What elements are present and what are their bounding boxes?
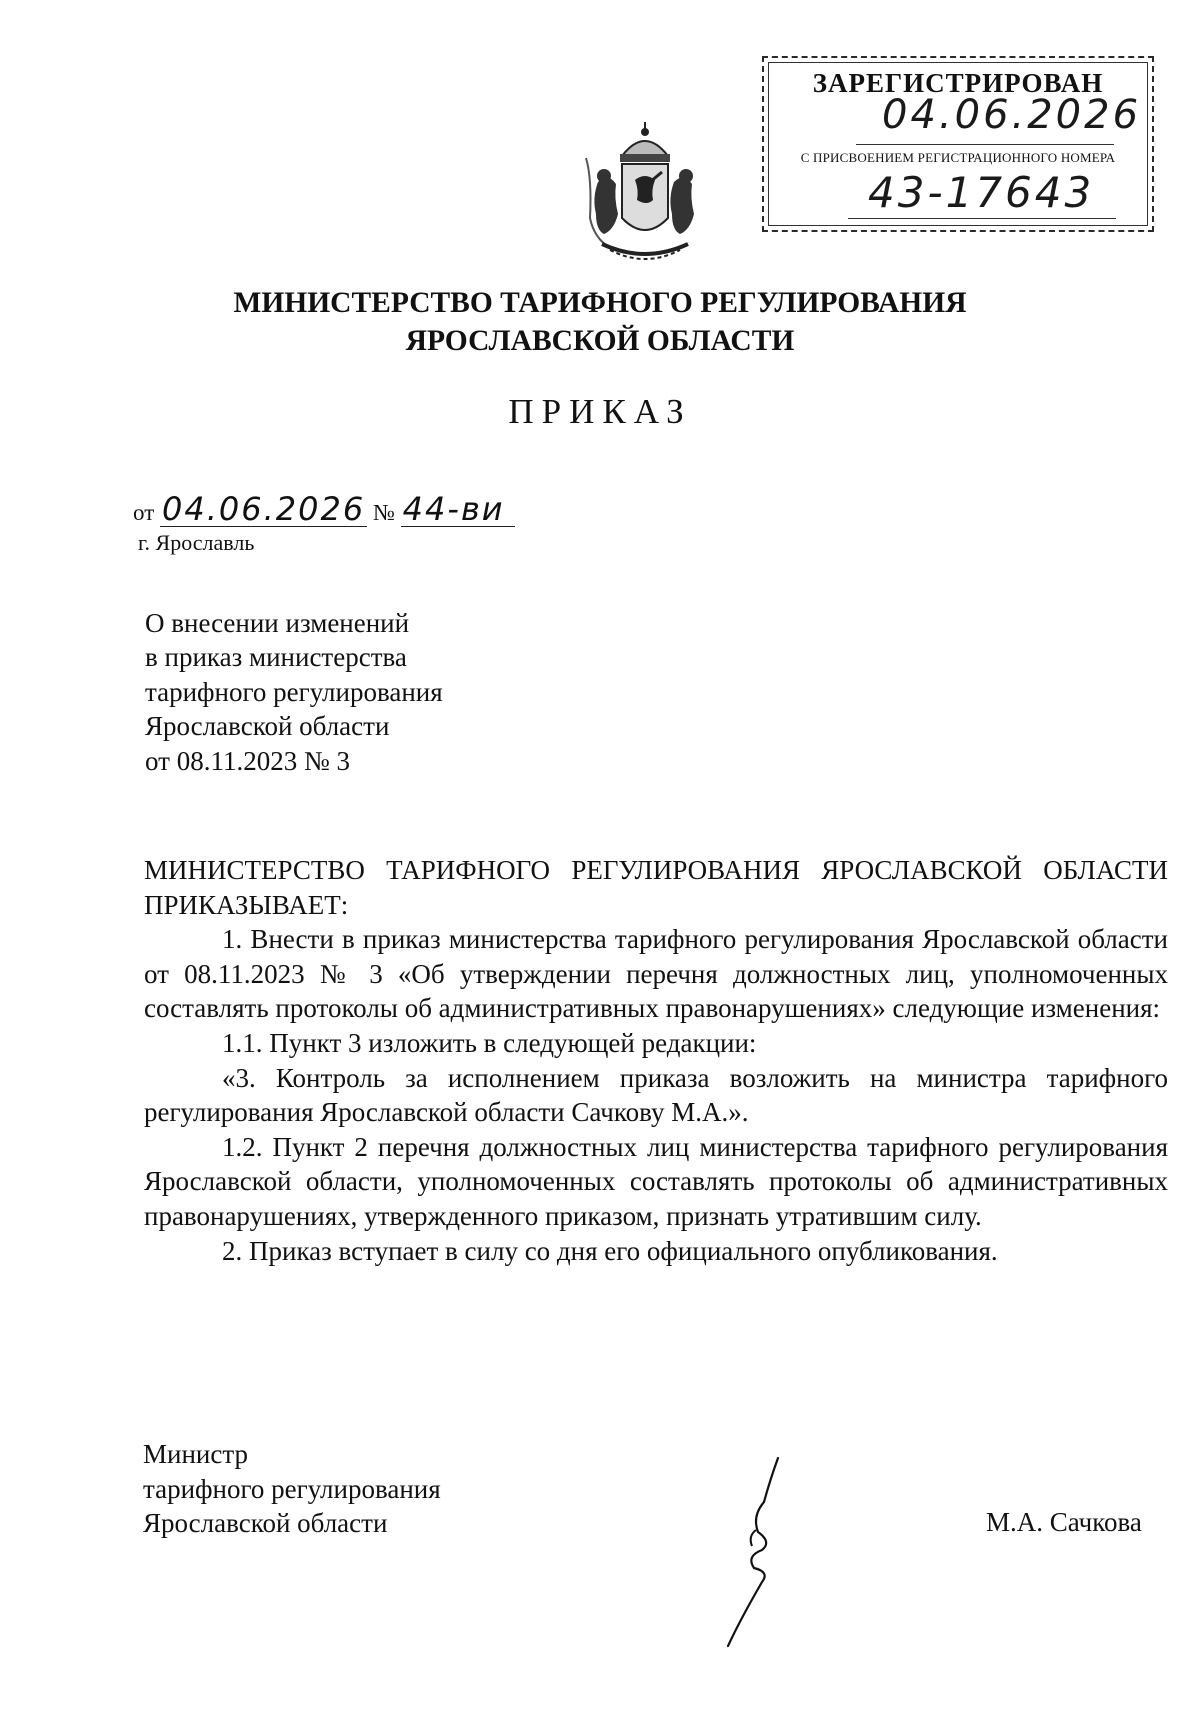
signatory-name: М.А. Сачкова [986,1507,1142,1537]
stamp-date-underline [856,144,1114,145]
paragraph-1-2: 1.2. Пункт 2 перечня должностных лиц министерства тарифного регулирования Ярославской области, уполномоченных составлять протоколы об административных правонарушениях, утвержденного приказом, признать утратившим силу. [144,1131,1168,1231]
stamp-number-underline [848,218,1116,219]
order-date-number [133,492,515,527]
subject-line: в приказ министерства [145,642,407,673]
order-number: 44-ви [401,492,515,527]
preamble: МИНИСТЕРСТВО ТАРИФНОГО РЕГУЛИРОВАНИЯ ЯРОСЛАВСКОЙ ОБЛАСТИ ПРИКАЗЫВАЕТ: [144,855,1168,920]
paragraph-1: 1. Внести в приказ министерства тарифного регулирования Ярославской области от 08.11.2023 № 3 «Об утверждении перечня должностных лиц, уполномоченных составлять протоколы об административных правонарушениях» следующие изменения: [144,924,1168,1024]
order-date: 04.06.2026 [162,490,366,528]
registration-stamp [762,56,1154,232]
subject-line: от 08.11.2023 № 3 [145,745,350,776]
stamp-date: 04.06.2026 [882,92,1142,138]
stamp-title: ЗАРЕГИСТРИРОВАН [812,68,1104,98]
handwritten-signature [700,1450,810,1650]
stamp-subtitle: С ПРИСВОЕНИЕМ РЕГИСТРАЦИОННОГО НОМЕРА [800,150,1116,165]
position-line3: Ярославской области [143,1508,388,1538]
paragraph-1-1-text: «3. Контроль за исполнением приказа возложить на министра тарифного регулирования Ярославской области Сачкову М.А.». [144,1062,1168,1128]
number-label: № [372,500,395,525]
yaroslavl-coat-of-arms-icon [580,118,710,266]
subject-line: О внесении изменений [145,608,410,638]
ministry-name-line2: ЯРОСЛАВСКОЙ ОБЛАСТИ [405,325,795,357]
signatory-position [143,1437,441,1541]
stamp-reg-number: 43-17643 [868,168,1095,217]
position-line1: Министр [143,1439,248,1469]
position-line2: тарифного регулирования [143,1473,441,1504]
subject-line: Ярославской области [145,711,390,742]
paragraph-2: 2. Приказ вступает в силу со дня его официального опубликования. [222,1235,998,1266]
subject-line: тарифного регулирования [145,676,443,707]
from-label: от [133,500,155,525]
ministry-name-line1: МИНИСТЕРСТВО ТАРИФНОГО РЕГУЛИРОВАНИЯ [233,287,967,319]
document-type-title: ПРИКАЗ [508,392,692,431]
order-body [144,853,1168,1268]
city: г. Ярославль [138,530,255,555]
ministry-name [0,284,1200,360]
paragraph-1-1: 1.1. Пункт 3 изложить в следующей редакции: [222,1027,757,1058]
order-subject [145,606,443,778]
